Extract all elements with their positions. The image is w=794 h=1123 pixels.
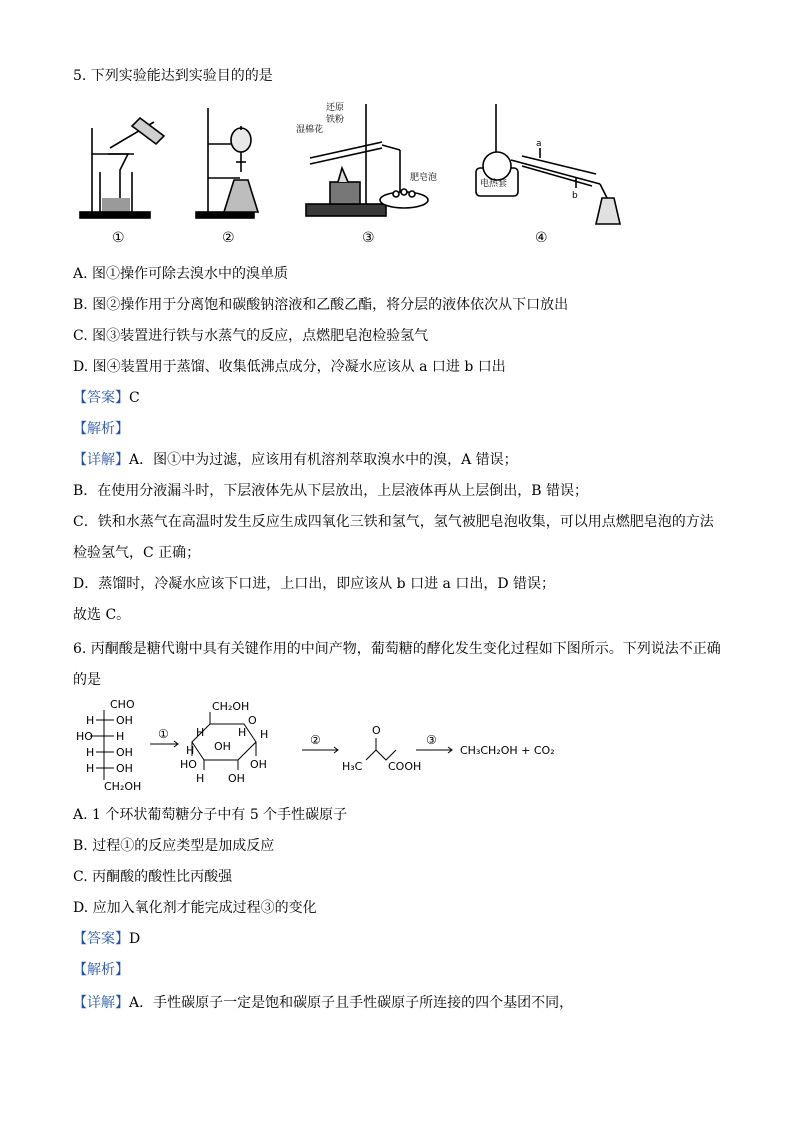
svg-text:H₃C: H₃C [342,760,363,773]
reaction-products: CH₃CH₂OH + CO₂ [460,744,555,757]
q6-answer [73,929,140,949]
svg-text:H: H [196,772,205,785]
fig-label-2: ② [222,230,235,246]
svg-text:H: H [238,726,247,739]
fig-label-1: ① [112,230,125,246]
answer-value: D [129,931,141,947]
q5-detail-line-5: D．蒸馏时，冷凝水应该下口进，上口出，即应该从 b 口进 a 口出，D 错误； [73,576,556,592]
step-3-label: ③ [426,733,437,747]
svg-text:CH₂OH: CH₂OH [212,700,250,713]
question-6-stem-line-2: 的是 [73,672,101,688]
detail-text: A．图①中为过滤，应该用有机溶剂萃取溴水中的溴，A 错误； [129,452,518,468]
q5-detail-line-3: C．铁和水蒸气在高温时发生反应生成四氧化三铁和氢气，氢气被肥皂泡收集，可以用点燃肥皂泡的方法 [73,514,714,530]
detail-text: A．手性碳原子一定是饱和碳原子且手性碳原子所连接的四个基团不同， [129,995,574,1011]
svg-text:HO: HO [76,730,93,743]
svg-text:H: H [196,726,205,739]
step-1-label: ① [158,727,169,741]
svg-text:OH: OH [250,758,267,771]
svg-text:H: H [86,714,95,727]
svg-text:OH: OH [116,762,133,775]
experiment-apparatus-figure [70,100,630,250]
svg-text:CH₂OH: CH₂OH [104,780,142,793]
fig-label-4: ④ [535,230,548,246]
q5-detail-line-6: 故选 C。 [73,607,131,623]
answer-tag: 【答案】 [73,931,129,947]
fig4-label-b: b [572,191,578,201]
question-6-stem-line-1: 6. 丙酮酸是糖代谢中具有关键作用的中间产物，葡萄糖的酵化发生变化过程如下图所示。下列说法不正确 [73,641,721,657]
q6-option-d: D. 应加入氧化剂才能完成过程③的变化 [73,900,317,916]
svg-text:H: H [86,746,95,759]
answer-value: C [129,390,140,406]
fig4-label-heating-mantle: 电热套 [480,179,508,189]
q5-option-a: A. 图①操作可除去溴水中的溴单质 [73,266,289,282]
question-5-stem: 5. 下列实验能达到实验目的的是 [73,68,273,84]
q6-option-b: B. 过程①的反应类型是加成反应 [73,838,275,854]
detail-tag: 【详解】 [73,452,129,468]
svg-text:HO: HO [180,758,197,771]
q6-detail-line-1 [73,993,573,1013]
q5-option-c: C. 图③装置进行铁与水蒸气的反应，点燃肥皂泡检验氢气 [73,328,429,344]
filtration-apparatus [80,118,164,218]
answer-tag: 【答案】 [73,390,129,406]
svg-text:CHO: CHO [110,698,135,711]
q5-option-b: B. 图②操作用于分离饱和碳酸钠溶液和乙酸乙酯，将分层的液体依次从下口放出 [73,297,569,313]
glucose-fischer-projection [76,698,141,793]
svg-text:COOH: COOH [388,760,422,773]
q5-analysis-tag: 【解析】 [73,421,129,437]
q5-detail-line-2: B．在使用分液漏斗时，下层液体先从下层放出，上层液体再从上层倒出，B 错误； [73,483,589,499]
q6-option-c: C. 丙酮酸的酸性比丙酸强 [73,869,233,885]
fig-label-3: ③ [362,230,375,246]
svg-text:OH: OH [214,740,231,753]
fig3-label-reduced: 还原 [326,103,345,113]
q5-option-d: D. 图④装置用于蒸馏、收集低沸点成分，冷凝水应该从 a 口进 b 口出 [73,359,506,375]
reaction-scheme-figure [70,698,630,798]
pyruvic-acid-structure [342,724,421,773]
svg-text:H: H [186,744,195,757]
q6-analysis-tag: 【解析】 [73,962,129,978]
q5-answer [73,388,140,408]
svg-text:H: H [86,762,95,775]
svg-text:O: O [372,724,381,737]
iron-steam-apparatus [306,104,428,216]
fig3-label-wet-cotton: 湿棉花 [296,125,324,135]
fig3-label-soap-bubble: 肥皂泡 [410,173,438,183]
fig3-label-iron-powder: 铁粉 [326,115,345,125]
svg-text:H: H [260,728,269,741]
svg-text:OH: OH [228,772,245,785]
svg-text:OH: OH [116,746,133,759]
svg-text:H: H [116,730,125,743]
svg-text:O: O [248,714,257,727]
svg-text:OH: OH [116,714,133,727]
fig4-label-a: a [536,139,542,149]
detail-tag: 【详解】 [73,995,129,1011]
q6-option-a: A. 1 个环状葡萄糖分子中有 5 个手性碳原子 [73,807,348,823]
step-2-label: ② [310,733,321,747]
separatory-funnel-apparatus [196,108,258,218]
distillation-apparatus [476,104,620,224]
q5-detail-line-4: 检验氢气，C 正确； [73,545,201,561]
q5-detail-line-1 [73,450,518,470]
